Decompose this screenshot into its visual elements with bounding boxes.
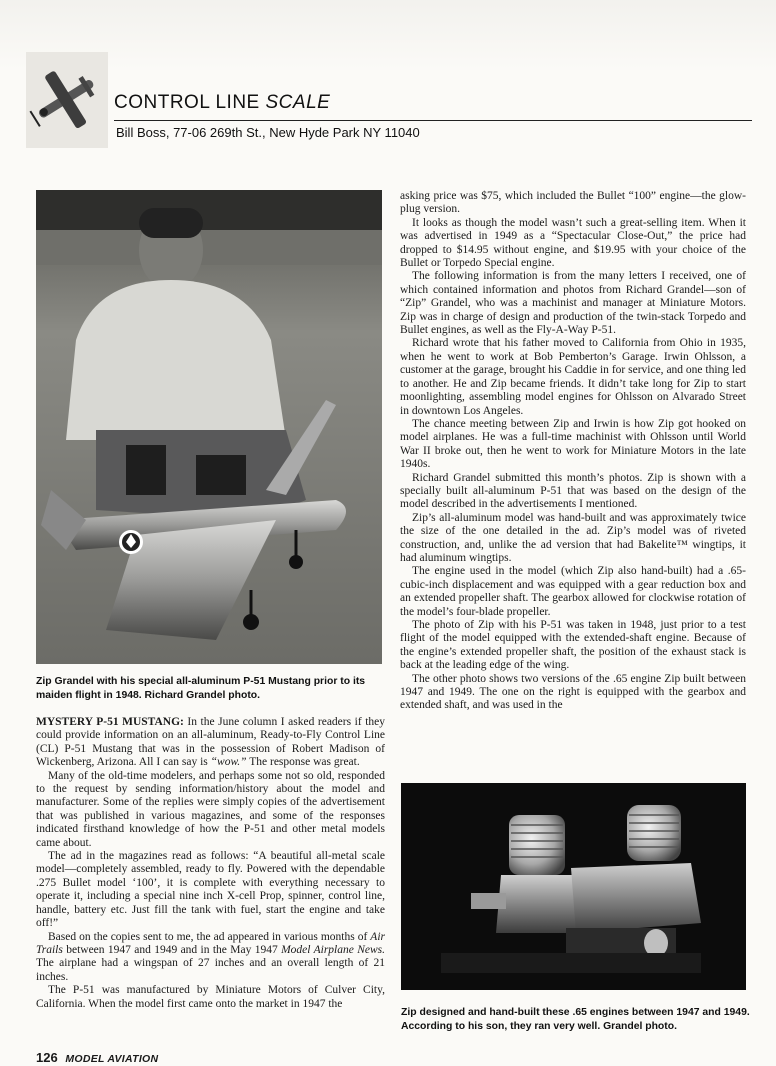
photo1-caption: Zip Grandel with his special all-aluminum P-51 Mustang prior to its maiden flight in 1948. Richard Grandel photo. (36, 676, 366, 701)
lead-tail: The response was great. (249, 756, 360, 769)
p4-model-airplane-news: Model Airplane News. (281, 943, 385, 956)
right-paragraph-0: asking price was $75, which included the Bullet “100” engine—the glow-plug version. (400, 190, 746, 216)
left-paragraph-5: The P-51 was manufactured by Miniature Motors of Culver City, California. When the model first came onto the market in 1947 the (36, 984, 385, 1010)
left-paragraph-3: The ad in the magazines read as follows: “A beautiful all-metal scale model—completely assembled, ready to fly. Powered with the dependable .275 Bullet model ‘100’, it is complete with everything necessary to operate it, including a special nine inch X-cell Prop, spinner, control line, handle, battery etc. Just fill the tank with fuel, start the engine and take off!” (36, 850, 385, 930)
facing-page-bleed (0, 0, 776, 70)
p4-text-a: Based on the copies sent to me, the ad appeared in various months of (48, 930, 368, 943)
right-paragraph-6: Zip’s all-aluminum model was hand-built and was approximately twice the size of the one detailed in the ad. Zip’s model was of riveted construction, and, unlike the ad version that had Bakelite™ wingtips, it had aluminum wingtips. (400, 511, 746, 564)
p4-air-trails: Air Trails (36, 930, 385, 956)
right-paragraph-1: It looks as though the model wasn’t such a great-selling item. When it was advertised in 1949 as a “Spectacular Close-Out,” the price had dropped to $14.95 without engine, and $19.95 with your choice of the Bullet or Torpedo Special engine. (400, 216, 746, 270)
photo-zip-with-p51 (36, 190, 382, 664)
page-number: 126 (36, 1050, 58, 1065)
photo-65-engines (401, 783, 746, 990)
column-title (114, 92, 330, 114)
lead-text: In the June column I asked readers if they could provide information on an all-aluminum, Ready-to-Fly Control Line (CL) P-51 Mustang that was in the possession of Robert Madison of Wickenberg, Arizona. All I can say is (36, 716, 385, 769)
header-airplane-illustration (26, 52, 108, 148)
right-paragraph-8: The photo of Zip with his P-51 was taken in 1948, just prior to a test flight of the model equipped with the extended-shaft engine. Because of the engine’s extended propeller shaft, the position of the exhaust stack is back at the leading edge of the wing. (400, 619, 746, 672)
right-paragraph-9: The other photo shows two versions of the .65 engine Zip built between 1947 and 1949. The one on the right is equipped with the gearbox and extended shaft, and was used in the (400, 672, 746, 712)
author-byline: Bill Boss, 77-06 269th St., New Hyde Park NY 11040 (116, 125, 420, 140)
p4-text-c: The airplane had a wingspan of 27 inches and an overall length of 21 inches. (36, 957, 385, 983)
right-paragraph-3: Richard wrote that his father moved to California from Ohio in 1935, when he went to work at Bob Pemberton’s Garage. Irwin Ohlsson, a customer at the garage, brought his Caddie in for service, and one thing led to another. He and Zip became friends. It didn’t take long for Zip to start moonlighting, assembling model engines for Ohlsson on Alvarado Street in downtown Los Angeles. (400, 337, 746, 417)
right-paragraph-2: The following information is from the many letters I received, one of which contained information and photos from Richard Grandel—son of “Zip” Grandel, who was a machinist and manager at Miniature Motors. Zip was in charge of design and production of the twin-stack Torpedo and Bullet engines, as well as the Fly-A-Way P-51. (400, 270, 746, 337)
header-rule (114, 120, 752, 121)
column-title-italic: SCALE (265, 92, 331, 113)
right-text-column (400, 190, 746, 713)
lead-paragraph (36, 716, 385, 770)
photo2-caption: Zip designed and hand-built these .65 engines between 1947 and 1949. According to his son, they ran very well. Grandel photo. (401, 1007, 750, 1032)
lead-heading: MYSTERY P-51 MUSTANG: (36, 716, 184, 728)
right-paragraph-5: Richard Grandel submitted this month’s photos. Zip is shown with a specially built all-aluminum P-51 that was based on the design of the model described in the advertisements I mentioned. (400, 471, 746, 511)
page-footer (36, 1050, 158, 1065)
lead-wow: “wow.” (210, 756, 247, 769)
right-paragraph-4: The chance meeting between Zip and Irwin is how Zip got hooked on model airplanes. He was a full-time machinist with Ohlsson until World War II broke out, then he went to work for Miniature Motors in the late 1940s. (400, 417, 746, 471)
right-paragraph-7: The engine used in the model (which Zip also hand-built) had a .65-cubic-inch displacement and was equipped with a gear reduction box and an extended propeller shaft. The gearbox allowed for clockwise rotation of the model’s four-blade propeller. (400, 565, 746, 618)
p4-text-b: between 1947 and 1949 and in the May 1947 (66, 943, 278, 956)
left-paragraph-2: Many of the old-time modelers, and perhaps some not so old, responded to the request by sending information/history about the model and manufacturer. Some of the replies were simply copies of the advertisement that was published in various magazines, and some of the responses indicated firsthand knowledge of how the P-51 and other metal models came about. (36, 769, 385, 849)
column-title-text: CONTROL LINE (114, 92, 260, 113)
magazine-name: MODEL AVIATION (65, 1053, 159, 1065)
left-text-column (36, 716, 385, 1011)
left-paragraph-4 (36, 931, 385, 985)
